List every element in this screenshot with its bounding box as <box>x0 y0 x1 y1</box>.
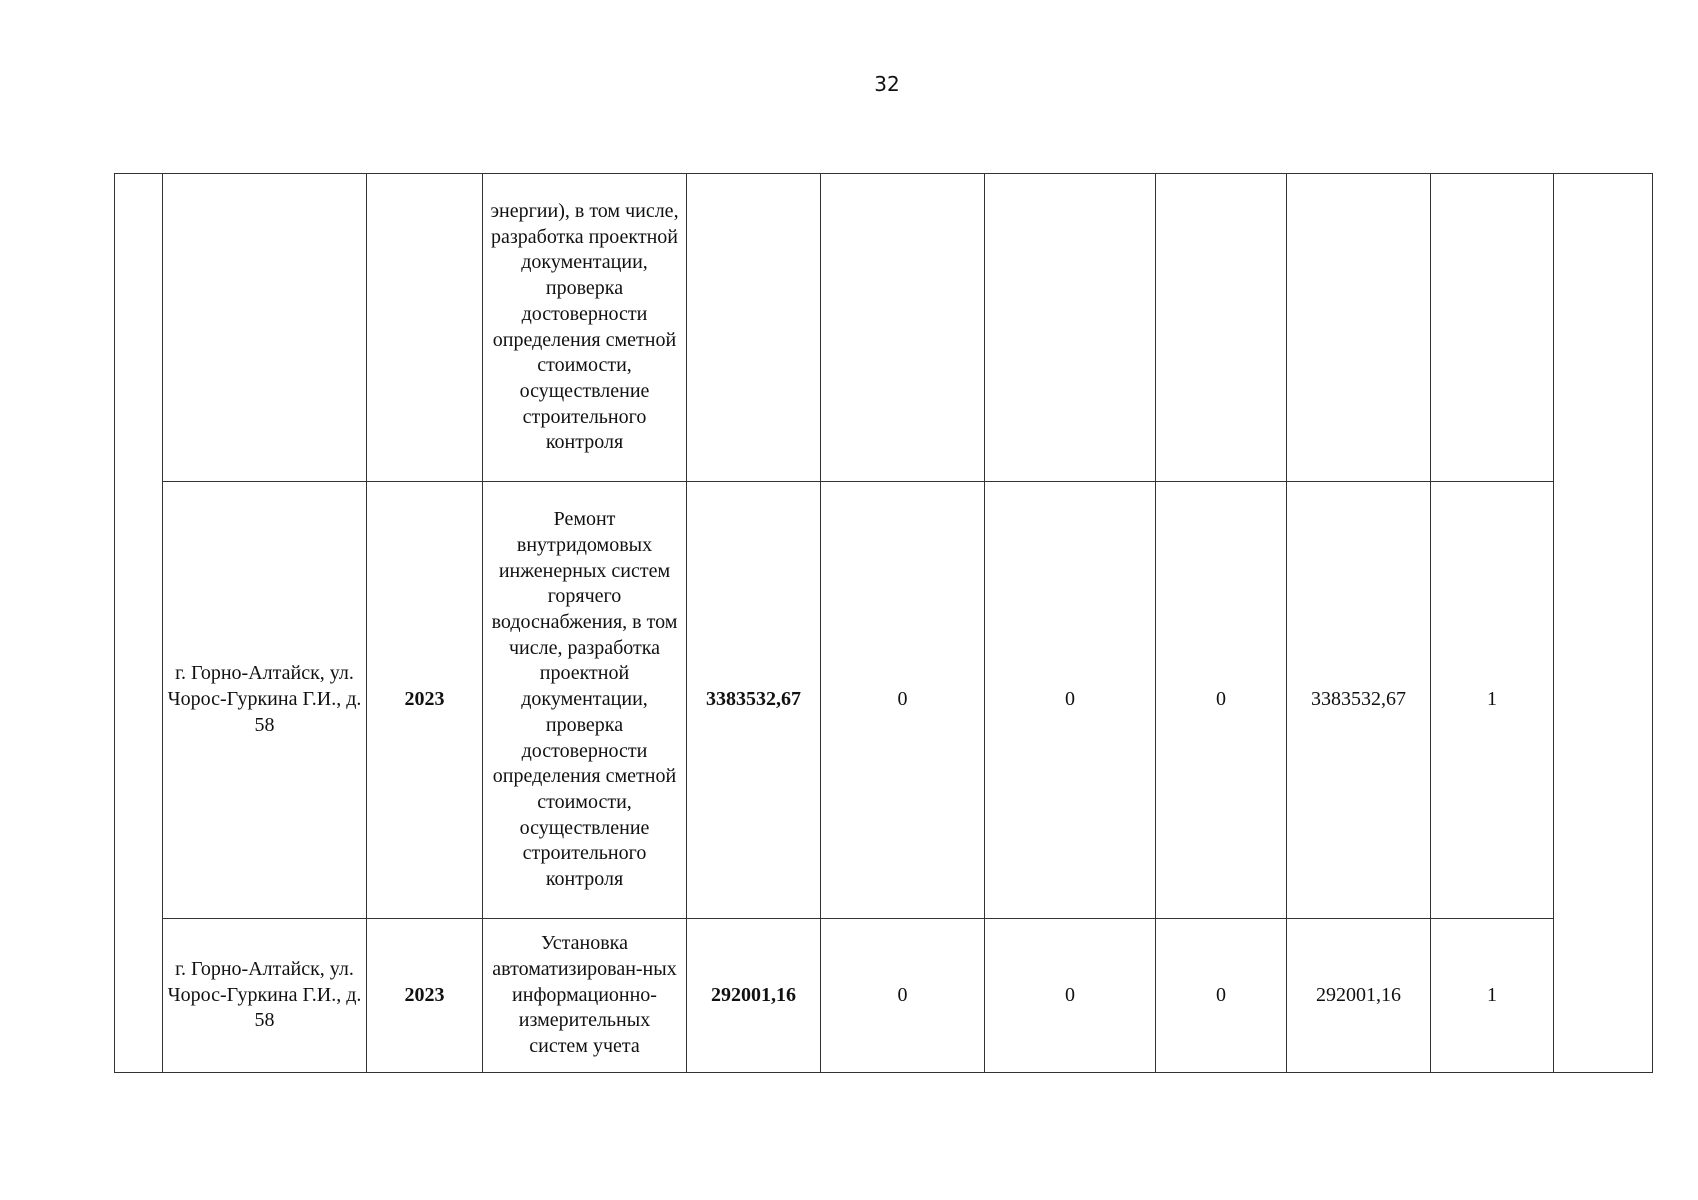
year-cell: 2023 <box>367 482 483 919</box>
value-cell: 0 <box>1156 919 1287 1073</box>
value-cell: 0 <box>985 919 1156 1073</box>
year-cell: 2023 <box>367 919 483 1073</box>
value-cell: 0 <box>821 482 985 919</box>
value-cell: 3383532,67 <box>1287 482 1431 919</box>
description-cell: Ремонт внутридомовых инженерных систем горячего водоснабжения, в том числе, разработка проектной документации, проверка достоверности определения сметной стоимости, осуществление строительного контроля <box>483 482 687 919</box>
description-cell: энергии), в том числе, разработка проектной документации, проверка достоверности определения сметной стоимости, осуществление строительного контроля <box>483 174 687 482</box>
total-cost-cell: 292001,16 <box>687 919 821 1073</box>
total-cost-cell <box>687 174 821 482</box>
row-number-cell <box>115 174 163 1073</box>
page-number: 32 <box>874 72 900 96</box>
value-cell: 0 <box>1156 482 1287 919</box>
value-cell: 1 <box>1431 482 1554 919</box>
description-cell: Установка автоматизирован-ных информационно-измерительных систем учета <box>483 919 687 1073</box>
year-cell <box>367 174 483 482</box>
value-cell <box>821 174 985 482</box>
value-cell: 1 <box>1431 919 1554 1073</box>
total-cost-cell: 3383532,67 <box>687 482 821 919</box>
table-row <box>115 482 1653 919</box>
table-row <box>115 174 1653 482</box>
address-cell <box>163 174 367 482</box>
address-cell: г. Горно-Алтайск, ул. Чорос-Гуркина Г.И., д. 58 <box>163 919 367 1073</box>
data-table <box>114 173 1653 1073</box>
value-cell: 0 <box>985 482 1156 919</box>
address-cell: г. Горно-Алтайск, ул. Чорос-Гуркина Г.И., д. 58 <box>163 482 367 919</box>
value-cell <box>1156 174 1287 482</box>
value-cell <box>1287 174 1431 482</box>
value-cell <box>985 174 1156 482</box>
table-row <box>115 919 1653 1073</box>
value-cell: 0 <box>821 919 985 1073</box>
value-cell <box>1431 174 1554 482</box>
value-cell: 292001,16 <box>1287 919 1431 1073</box>
last-column-cell <box>1554 174 1653 1073</box>
